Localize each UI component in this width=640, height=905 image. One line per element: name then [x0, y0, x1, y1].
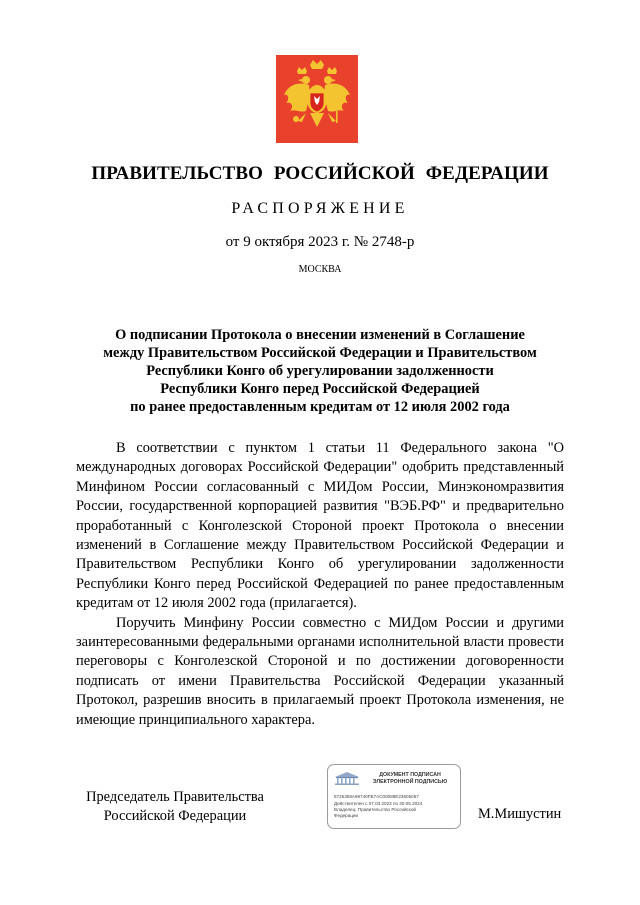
coat-of-arms-emblem	[276, 55, 358, 143]
signer-position-line: Председатель Правительства	[86, 789, 264, 805]
government-title: ПРАВИТЕЛЬСТВО РОССИЙСКОЙ ФЕДЕРАЦИИ	[91, 163, 549, 184]
esig-certificate: 5725359A69740FB7AC00089E23605057	[334, 794, 419, 799]
signer-position	[80, 788, 270, 826]
subject-line: Республики Конго перед Российской Федерацией	[160, 381, 480, 397]
government-building-icon	[334, 771, 360, 785]
esig-title-line: ДОКУМЕНТ ПОДПИСАН	[379, 772, 441, 778]
esig-owner: Владелец: Правительство Российской	[334, 807, 416, 812]
signer-name: М.Мишустин	[478, 806, 562, 822]
subject-line: по ранее предоставленным кредитам от 12 июля 2002 года	[130, 399, 510, 415]
document-date-number: от 9 октября 2023 г. № 2748-р	[225, 234, 415, 250]
subject-line: О подписании Протокола о внесении изменений в Соглашение	[115, 327, 525, 343]
signer-position-line: Российской Федерации	[103, 808, 247, 824]
esig-validity: Действителен с 07.03.2023 по 30.05.2024	[334, 801, 423, 806]
esig-owner: Федерации	[334, 813, 359, 818]
russian-coat-of-arms-icon	[276, 55, 358, 143]
esig-title-line: ЭЛЕКТРОННОЙ ПОДПИСЬЮ	[372, 779, 448, 785]
subject-line: между Правительством Российской Федерации и Правительством	[103, 345, 537, 361]
document-subject	[70, 326, 570, 416]
document-city: МОСКВА	[298, 264, 342, 275]
electronic-signature-stamp	[327, 764, 461, 829]
document-body	[76, 439, 564, 730]
body-paragraph: В соответствии с пунктом 1 статьи 11 Федерального закона "О международных договорах Российской Федерации" одобрить представленный Минфином России согласованный с МИДом России, Минэкономразвития России, государственной корпорацией развития "ВЭБ.РФ" и предварительно проработанный с Конголезской Стороной проект Протокола о внесении изменений в Соглашение между Правительством Российской Федерации и Правительством Республики Конго об урегулировании задолженности Республики Конго перед Российской Федерацией по ранее предоставленным кредитам от 12 июля 2002 года (прилагается).	[76, 440, 564, 612]
subject-line: Республики Конго об урегулировании задолженности	[146, 363, 494, 379]
document-type: РАСПОРЯЖЕНИЕ	[231, 200, 409, 217]
esig-title	[362, 772, 458, 786]
body-paragraph: Поручить Минфину России совместно с МИДом России и другими заинтересованными федеральными органами исполнительной власти провести переговоры с Конголезской Стороной и по достижении договоренности подписать от имени Правительства Российской Федерации указанный Протокол, разрешив вносить в прилагаемый проект Протокола изменения, не имеющие принципиального характера.	[76, 614, 564, 728]
